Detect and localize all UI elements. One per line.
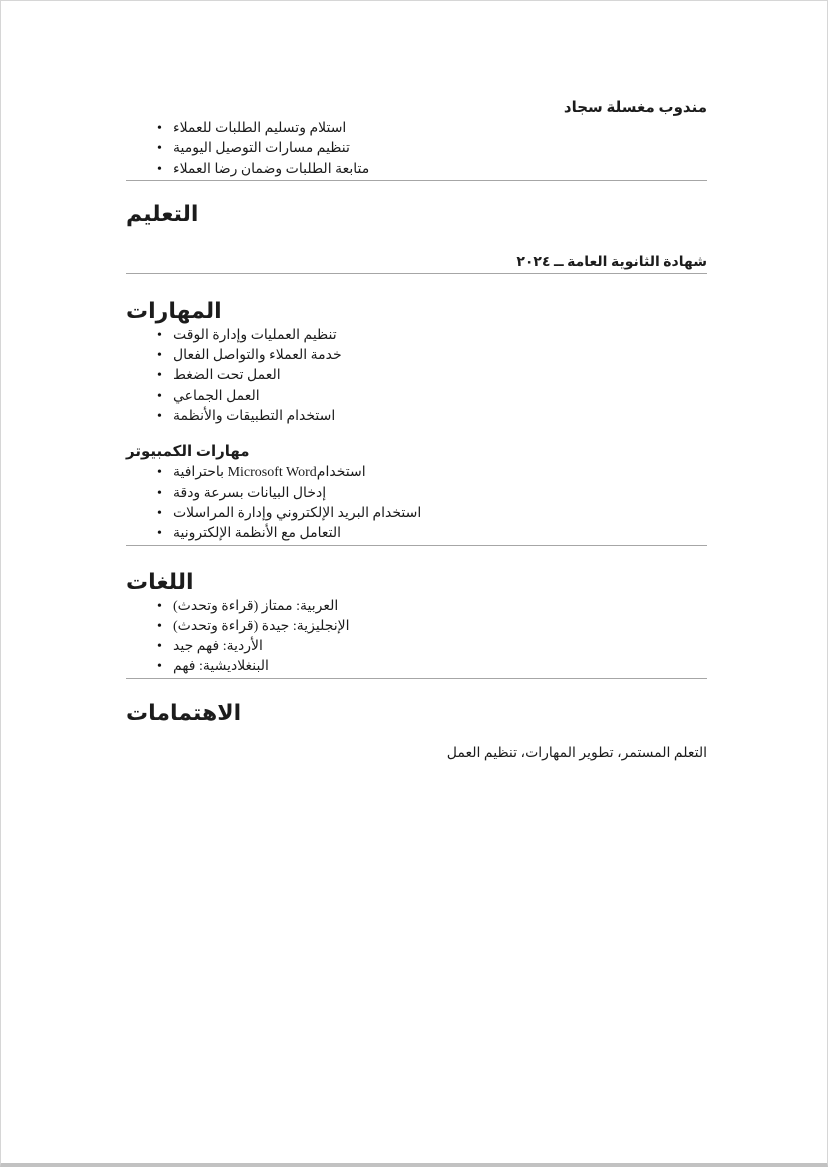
list-item	[126, 597, 707, 617]
list-item-text: إدخال البيانات بسرعة ودقة	[173, 485, 327, 501]
list-item	[126, 366, 707, 386]
list-item-text: متابعة الطلبات وضمان رضا العملاء	[173, 161, 370, 177]
list-item-text: الأردية: فهم جيد	[173, 639, 263, 655]
list-item	[126, 617, 707, 637]
list-item-text: استخدام التطبيقات والأنظمة	[173, 409, 336, 425]
section-heading-skills: المهارات	[126, 297, 222, 323]
list-item-text: تنظيم العمليات وإدارة الوقت	[173, 327, 337, 343]
list-item	[126, 139, 707, 159]
list-item	[126, 407, 707, 427]
section-divider	[126, 545, 707, 546]
job-title: مندوب مغسلة سجاد	[563, 100, 707, 116]
list-item	[126, 463, 707, 483]
section-divider	[126, 678, 707, 679]
section-heading-interests: الاهتمامات	[126, 699, 242, 725]
list-item-text: العمل تحت الضغط	[173, 368, 281, 384]
section-divider	[126, 273, 707, 274]
education-entry: شهادة الثانوية العامة ــ ٢٠٢٤	[516, 254, 707, 270]
list-item	[126, 637, 707, 657]
section-heading-languages: اللغات	[126, 568, 194, 594]
computer-skills-heading: مهارات الكمبيوتر	[126, 444, 250, 461]
list-item-text: خدمة العملاء والتواصل الفعال	[173, 348, 342, 364]
section-divider	[126, 180, 707, 181]
list-item	[126, 504, 707, 524]
computer-skills-list	[126, 463, 707, 544]
skills-list	[126, 326, 707, 427]
interests-text: التعلم المستمر، تطوير المهارات، تنظيم العمل	[446, 745, 707, 761]
list-item-text: البنغلاديشية: فهم	[173, 659, 269, 675]
section-heading-education: التعليم	[126, 200, 199, 226]
list-item-text: التعامل مع الأنظمة الإلكترونية	[173, 526, 342, 542]
list-item-text: الإنجليزية: جيدة (قراءة وتحدث)	[173, 618, 350, 634]
languages-list	[126, 597, 707, 678]
list-item	[126, 326, 707, 346]
list-item-text: تنظيم مسارات التوصيل اليومية	[173, 141, 350, 157]
document-content	[1, 97, 827, 764]
list-item	[126, 524, 707, 544]
list-item-text: العمل الجماعي	[173, 388, 260, 404]
intro-duties-list	[126, 119, 707, 180]
list-item	[126, 119, 707, 139]
list-item-text: استلام وتسليم الطلبات للعملاء	[173, 121, 347, 136]
list-item-text: استخدام البريد الإلكتروني وإدارة المراسلات	[173, 505, 422, 521]
list-item	[126, 346, 707, 366]
list-item	[126, 387, 707, 407]
list-item-text: العربية: ممتاز (قراءة وتحدث)	[173, 598, 339, 614]
list-item	[126, 657, 707, 677]
list-item	[126, 160, 707, 180]
list-item-text: استخدامMicrosoft Word باحترافية	[173, 465, 366, 481]
list-item	[126, 484, 707, 504]
